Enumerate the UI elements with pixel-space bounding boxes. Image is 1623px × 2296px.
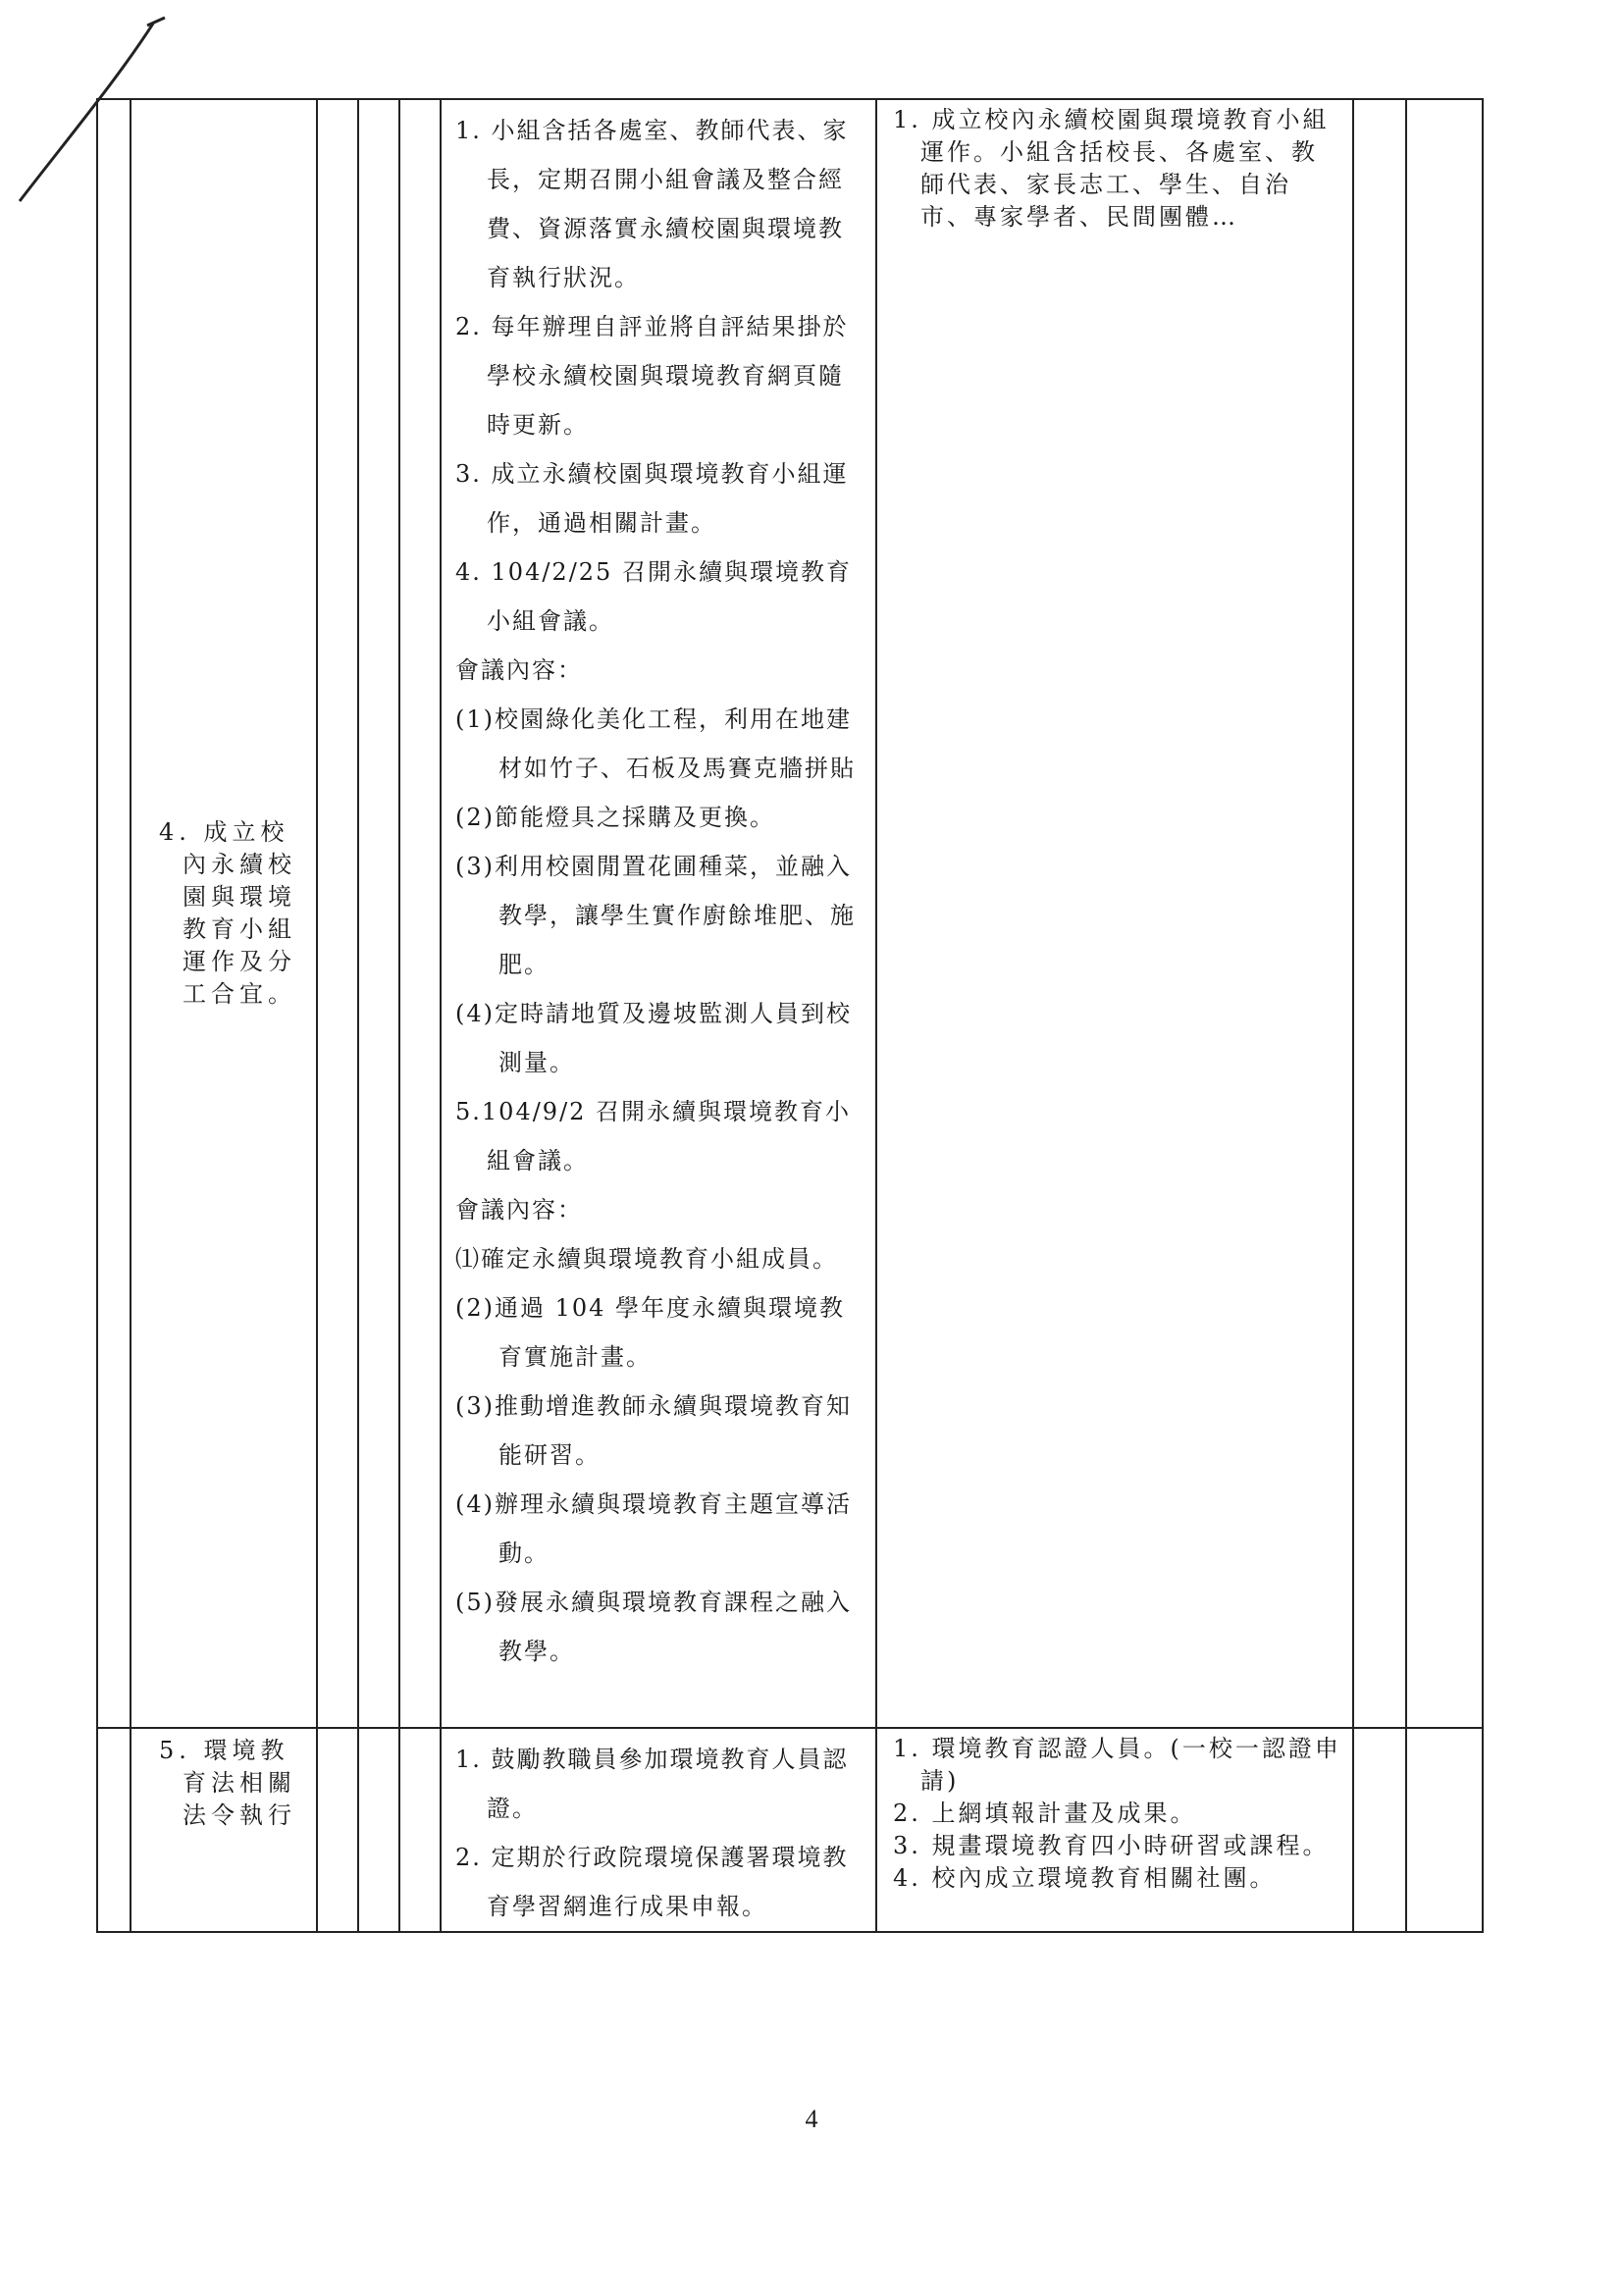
blank-cell xyxy=(1406,99,1483,1728)
blank-cell xyxy=(97,1728,131,1932)
score-cell xyxy=(358,99,399,1728)
list-item: 4. 104/2/25 召開永續與環境教育小組會議。 xyxy=(455,558,852,635)
list-item: 1. 環境教育認證人員。(一校一認證申請) xyxy=(893,1735,1341,1795)
list-item: 1. 成立校內永續校園與環境教育小組運作。小組含括校長、各處室、教師代表、家長志工、學生、自治市、專家學者、民間團體… xyxy=(893,106,1330,231)
item-cell xyxy=(131,99,317,1728)
list-item: (2)節能燈具之採購及更換。 xyxy=(455,804,775,831)
list-item: 會議內容： xyxy=(455,1196,583,1224)
score-cell xyxy=(399,99,441,1728)
list-item: (4)定時請地質及邊坡監測人員到校測量。 xyxy=(455,1000,852,1076)
evaluation-table xyxy=(96,98,1484,1933)
blank-cell xyxy=(1406,1728,1483,1932)
list-item: (4)辦理永續與環境教育主題宣導活動。 xyxy=(455,1490,852,1567)
list-item: 3. 規畫環境教育四小時研習或課程。 xyxy=(893,1832,1330,1859)
list-item: 1. 小組含括各處室、教師代表、家長，定期召開小組會議及整合經費、資源落實永續校園與環境教育執行狀況。 xyxy=(455,117,849,291)
content-list xyxy=(442,100,875,1676)
list-item: (3)推動增進教師永續與環境教育知能研習。 xyxy=(455,1392,852,1469)
content-list xyxy=(442,1729,875,1931)
list-item: 4. 校內成立環境教育相關社團。 xyxy=(893,1864,1277,1892)
list-item: 會議內容： xyxy=(455,656,583,684)
table-row xyxy=(97,1728,1483,1932)
item-text: 5. 環境教育法相關法令執行 xyxy=(159,1737,296,1829)
score-cell xyxy=(317,1728,358,1932)
score-cell xyxy=(358,1728,399,1932)
list-item: (2)通過 104 學年度永續與環境教育實施計畫。 xyxy=(455,1294,846,1371)
criteria-cell xyxy=(876,99,1353,1728)
list-item: (1)校園綠化美化工程，利用在地建材如竹子、石板及馬賽克牆拼貼 xyxy=(455,705,856,782)
list-item: 3. 成立永續校園與環境教育小組運作，通過相關計畫。 xyxy=(455,460,849,537)
table-row xyxy=(97,99,1483,1728)
criteria-list xyxy=(877,1729,1352,1895)
list-item: 2. 每年辦理自評並將自評結果掛於學校永續校園與環境教育網頁隨時更新。 xyxy=(455,313,849,439)
blank-cell xyxy=(1353,1728,1406,1932)
list-item: 2. 上網填報計畫及成果。 xyxy=(893,1800,1197,1827)
score-cell xyxy=(399,1728,441,1932)
content-cell xyxy=(441,1728,876,1932)
list-item: 2. 定期於行政院環境保護署環境教育學習網進行成果申報。 xyxy=(455,1844,849,1920)
list-item: 5.104/9/2 召開永續與環境教育小組會議。 xyxy=(455,1098,852,1174)
page-number: 4 xyxy=(805,2105,818,2133)
item-cell xyxy=(131,1728,317,1932)
list-item: (5)發展永續與環境教育課程之融入教學。 xyxy=(455,1589,852,1665)
content-cell xyxy=(441,99,876,1728)
list-item: 1. 鼓勵教職員參加環境教育人員認證。 xyxy=(455,1746,849,1822)
blank-cell xyxy=(97,99,131,1728)
item-text: 4. 成立校內永續校園與環境教育小組運作及分工合宜。 xyxy=(159,818,296,1008)
list-item: ⑴確定永續與環境教育小組成員。 xyxy=(455,1245,838,1273)
criteria-cell xyxy=(876,1728,1353,1932)
criteria-list xyxy=(877,100,1352,234)
score-cell xyxy=(317,99,358,1728)
list-item: (3)利用校園閒置花圃種菜，並融入教學，讓學生實作廚餘堆肥、施肥。 xyxy=(455,853,856,978)
blank-cell xyxy=(1353,99,1406,1728)
